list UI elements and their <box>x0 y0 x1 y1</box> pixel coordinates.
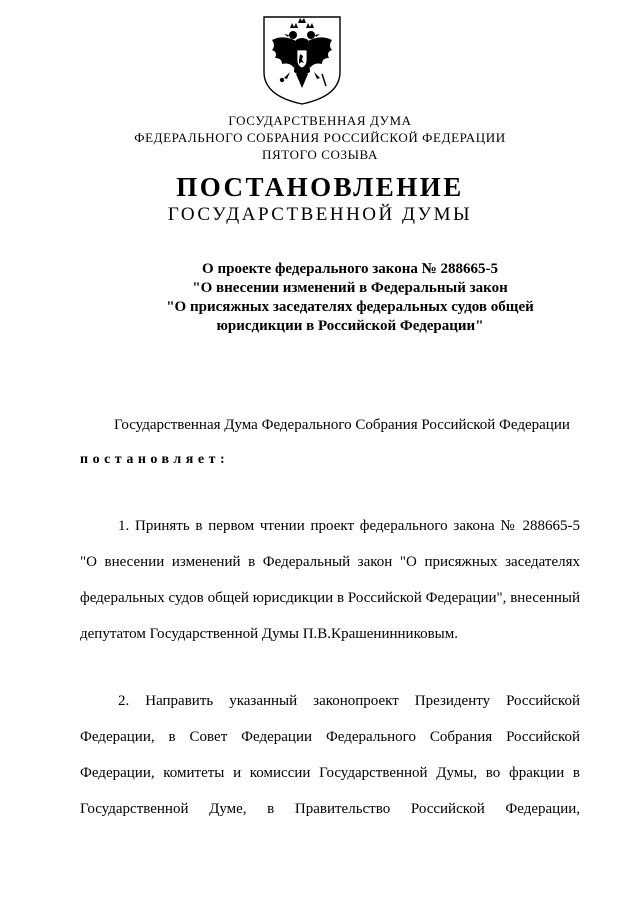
intro-paragraph: Государственная Дума Федерального Собрания Российской Федерации <box>114 417 570 433</box>
coat-of-arms-icon <box>260 14 344 106</box>
org-name-line1: ГОСУДАРСТВЕННАЯ ДУМА <box>228 113 412 128</box>
subject-line2: "О внесении изменений в Федеральный закон <box>192 280 508 296</box>
org-name-line2: ФЕДЕРАЛЬНОГО СОБРАНИЯ РОССИЙСКОЙ ФЕДЕРАЦИИ <box>134 130 506 145</box>
convocation-line: ПЯТОГО СОЗЫВА <box>262 147 378 162</box>
resolution-item-1: 1. Принять в первом чтении проект федерального закона № 288665-5 "О внесении изменений в Федеральный закон "О присяжных заседателях федеральных судов общей юрисдикции в Российской Федерации", внесенный депутатом Государственной Думы П.В.Крашенинниковым. <box>80 518 580 642</box>
subject-line4: юрисдикции в Российской Федерации" <box>216 318 484 334</box>
subject-line3: "О присяжных заседателях федеральных судов общей <box>166 299 534 315</box>
resolution-subject <box>120 260 580 336</box>
document-title: ПОСТАНОВЛЕНИЕ <box>176 172 464 202</box>
resolution-item-2: 2. Направить указанный законопроект Президенту Российской Федерации, в Совет Федерации Федерального Собрания Российской Федерации, комитеты и комиссии Государственной Думы, во фракции в Государственной Думе, в Правительство Российской Федерации, <box>80 693 580 817</box>
resolves-label: постановляет: <box>80 452 230 467</box>
subject-line1: О проекте федерального закона № 288665-5 <box>202 261 498 277</box>
document-subtitle: ГОСУДАРСТВЕННОЙ ДУМЫ <box>167 204 473 225</box>
